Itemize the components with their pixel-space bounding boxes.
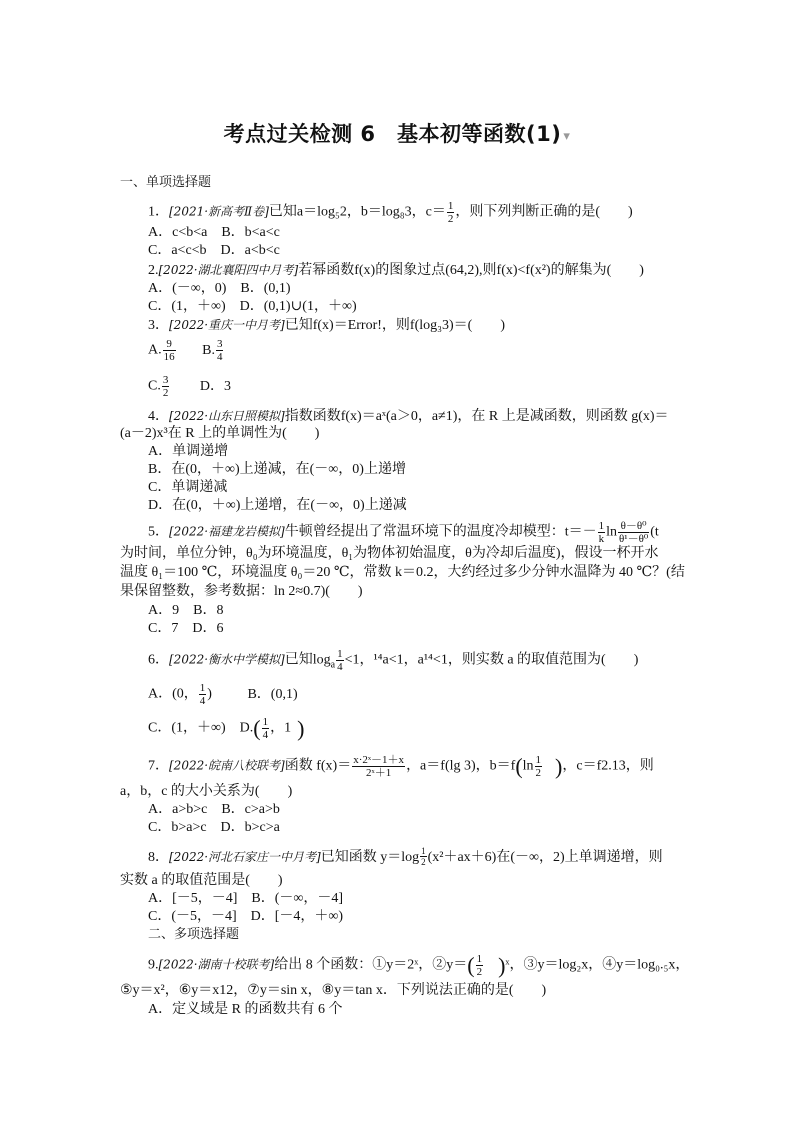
question-4-option-b: B．在(0，＋∞)上递减，在(－∞，0)上递增 bbox=[148, 462, 406, 477]
question-3-options-cd: C. $\frac{3}{2}$ D．3 bbox=[148, 374, 231, 399]
question-4-stem-cont: (a－2)x³在 R 上的单调性为( ) bbox=[120, 426, 320, 441]
question-7-options-ab: A．a>b>c B．c>a>b bbox=[148, 802, 280, 817]
question-9-line-2: ⑤y＝x²，⑥y＝x12，⑦y＝sin x，⑧y＝tan x．下列说法正确的是( ) bbox=[120, 983, 547, 998]
question-2-options-ab: A．(－∞，0) B．(0,1) bbox=[148, 281, 291, 296]
question-5-options-ab: A．9 B．8 bbox=[148, 603, 224, 618]
question-8-options-cd: C．(－5，－4] D．[－4，＋∞) bbox=[148, 909, 344, 924]
question-1-stem: 1．[2021·新高考Ⅱ卷]已知a＝log₅2，b＝log₈3，c＝ $\frac{1}{2}$ ，则下列判断正确的是( ) bbox=[148, 200, 633, 225]
question-1-options-ab: A．c<b<a B．b<a<c bbox=[148, 225, 280, 240]
question-4-option-a: A．单调递增 bbox=[148, 444, 229, 459]
question-7-line-2: a，b，c 的大小关系为( ) bbox=[120, 784, 293, 799]
question-8-line-2: 实数 a 的取值范围是( ) bbox=[120, 873, 283, 888]
question-7-options-cd: C．b>a>c D．b>c>a bbox=[148, 820, 280, 835]
question-2-stem: 2.[2022·湖北襄阳四中月考]若幂函数f(x)的图象过点(64,2),则f(x)<f(x²)的解集为( ) bbox=[148, 263, 644, 278]
question-9-option-a: A．定义域是 R 的函数共有 6 个 bbox=[148, 1002, 343, 1017]
dropdown-marker-icon: ▾ bbox=[563, 129, 571, 144]
question-5-options-cd: C．7 D．6 bbox=[148, 621, 224, 636]
question-6-options-ab: A．(0， $\frac{1}{4}$ ) B．(0,1) bbox=[148, 682, 298, 707]
question-9-stem: 9.[2022·湖南十校联考]给出 8 个函数：①y＝2ˣ，②y＝( $\frac{1}{2}$ )ˣ，③y＝log₂x，④y＝log₀.₅x， bbox=[148, 952, 690, 978]
question-8-options-ab: A．[－5，－4] B．(－∞，－4] bbox=[148, 891, 344, 906]
question-3-stem: 3．[2022·重庆一中月考]已知f(x)＝Error!，则f(log₃3)＝( ) bbox=[148, 318, 505, 333]
question-5-stem: 5．[2022·福建龙岩模拟]牛顿曾经提出了常温环境下的温度冷却模型：t＝－ $\frac{1}{k}$ ln $\frac{\text{θ－θ⁰}}{\text{θ¹－θ⁰}}$ (t bbox=[148, 520, 659, 545]
question-5-line-4: 果保留整数，参考数据：ln 2≈0.7)( ) bbox=[120, 584, 363, 599]
question-2-options-cd: C．(1，＋∞) D．(0,1)∪(1，＋∞) bbox=[148, 299, 357, 314]
question-7-stem: 7．[2022·皖南八校联考]函数 f(x)＝ $\frac{\text{x·2ˣ－1＋x}}{\text{2ˣ＋1}}$ ，a＝f(lg 3)，b＝f(ln $\frac{1}{2}$ )，c＝f2.13，则 bbox=[148, 753, 654, 779]
question-5-line-3: 温度 θ₁＝100 ℃，环境温度 θ₀＝20 ℃，常数 k＝0.2，大约经过多少分钟水温降为 40 ℃？(结 bbox=[120, 565, 685, 580]
question-4-option-c: C．单调递减 bbox=[148, 480, 228, 495]
question-4-option-d: D．在(0，＋∞)上递增，在(－∞，0)上递减 bbox=[148, 498, 407, 513]
section-heading-multi: 二、多项选择题 bbox=[148, 927, 240, 942]
question-3-options-ab: A. $\frac{9}{16}$ B. $\frac{3}{4}$ bbox=[148, 338, 223, 363]
section-heading-single: 一、单项选择题 bbox=[120, 175, 212, 190]
question-8-stem: 8．[2022·河北石家庄一中月考]已知函数 y＝log $\frac{1}{2}$ (x²＋ax＋6)在(－∞，2)上单调递增，则 bbox=[148, 846, 663, 867]
question-5-line-2: 为时间，单位分钟，θ₀为环境温度，θ₁为物体初始温度，θ为冷却后温度)，假设一杯开水 bbox=[120, 546, 659, 561]
question-6-stem: 6．[2022·衡水中学模拟]已知$\log_a$ $\frac{1}{4}$ <1，¹⁴a<1，a¹⁴<1，则实数 a 的取值范围为( ) bbox=[148, 648, 639, 673]
page-title: 考点过关检测 6 基本初等函数(1) ▾ bbox=[223, 122, 571, 146]
question-6-options-cd: C．(1，＋∞) D.( $\frac{1}{4}$ ，1 ) bbox=[148, 715, 305, 741]
question-4-stem: 4．[2022·山东日照模拟]指数函数f(x)＝aˣ(a＞0，a≠1)，在 R 上是减函数，则函数 g(x)＝ bbox=[148, 409, 669, 424]
fraction-c: $\frac{1}{2}$ bbox=[447, 200, 454, 225]
question-1-options-cd: C．a<c<b D．a<b<c bbox=[148, 243, 280, 258]
